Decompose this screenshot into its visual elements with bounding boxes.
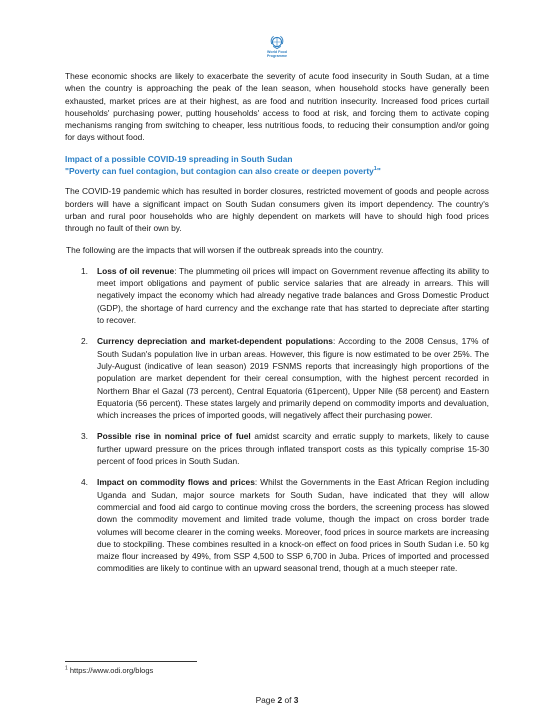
- section-subheading-end: ": [376, 166, 381, 177]
- footnote-link[interactable]: https://www.odi.org/blogs: [67, 666, 154, 675]
- list-item: [65, 476, 489, 574]
- page-current: 2: [277, 695, 283, 705]
- pandemic-paragraph: The COVID-19 pandemic which has resulted in border closures, restricted movement of goods and people across borders will have a significant impact on South Sudan consumers given its import dependency. The country's urban and rural poor households who are highly dependent on markets will have to should high food prices through no fault of their own by.: [65, 186, 489, 234]
- footnote-reference: 1: [373, 166, 377, 173]
- section-subheading-text: "Poverty can fuel contagion, but contagion can also create or deepen poverty: [65, 166, 374, 177]
- footnote: [65, 666, 153, 675]
- section-subheading: [65, 165, 489, 177]
- wfp-emblem-icon: [269, 34, 285, 50]
- list-item-title: Currency depreciation and market-dependent populations: [97, 336, 333, 347]
- impacts-list: [65, 265, 489, 575]
- impacts-intro: The following are the impacts that will worsen if the outbreak spreads into the country.: [66, 244, 384, 255]
- page-number: [0, 695, 554, 705]
- list-item-number: 1.: [81, 265, 88, 276]
- list-item: [65, 430, 489, 467]
- list-item-text: : According to the 2008 Census, 17% of South Sudan's population live in urban areas. However, this figure is now estimated to be over 25%. The July-August (indicative of lean season) 2019 FSNMS reports that increasingly high proportions of the population are market dependent for their cereal consumption, with the highest percent recorded in Northern Bhar el Gazal (73 percent), Central Equatoria (61percent), Upper Nile (58 percent) and Eastern Equatoria (56 percent). These states largely and primarily depend on commodity imports and devaluation, which increases the prices of imported goods, will negatively affect their purchasing power.: [97, 336, 489, 421]
- footnote-divider: [65, 661, 197, 662]
- list-item-number: 3.: [81, 431, 88, 442]
- document-body: [65, 70, 489, 584]
- list-item-title: Impact on commodity flows and prices: [97, 477, 255, 488]
- page-total: 3: [293, 695, 299, 705]
- list-item-title: Loss of oil revenue: [97, 265, 175, 276]
- list-item-text: : Whilst the Governments in the East African Region including Uganda and Sudan, major source markets for South Sudan, have indicated that they will allow commercial and food aid cargo to continue moving cross the borders, the screening process has slowed down the commodity movement and limited trade volume, though the impact on cross border trade volumes will become clearer in the coming weeks. Moreover, food prices in source markets are increasing due to stockpiling. These combines resulted in a knock-on effect on food prices in South Sudan i.e. 50 kg maize flour increased by 49%, from SSP 4,500 to SSP 6,700 in Juba. Prices of imported and processed commodities are likely to continue with an upward seasonal trend, though at a much steeper rate.: [97, 477, 489, 574]
- list-item: [65, 335, 489, 421]
- footnote-mark: 1: [65, 665, 68, 672]
- list-item-number: 2.: [81, 336, 88, 347]
- list-item-text: amidst scarcity and erratic supply to markets, likely to cause further upward pressure on the prices through inflated transport costs as this typically comprise 15-30 percent of food prices in South Sudan.: [97, 431, 490, 467]
- page-of: of: [282, 695, 294, 705]
- section-heading: Impact of a possible COVID-19 spreading in South Sudan: [65, 153, 293, 164]
- wfp-logo-line2: Programme: [267, 54, 287, 58]
- list-item-text: : The plummeting oil prices will impact on Government revenue affecting its ability to meet import obligations and payment of public service salaries that are already in arrears. This will negatively impact the economy which had already negative trade balances and Gross Domestic Product (GDP), the shortage of hard currency and the exchange rate that has started to depreciate after starting to recover.: [97, 265, 489, 326]
- page-label: Page: [255, 695, 278, 705]
- wfp-logo-line1: World Food: [267, 50, 287, 54]
- list-item-title: Possible rise in nominal price of fuel: [97, 431, 251, 442]
- list-item-number: 4.: [81, 477, 88, 488]
- intro-paragraph: These economic shocks are likely to exacerbate the severity of acute food insecurity in South Sudan, at a time when the country is approaching the peak of the lean season, when household stocks have generally been exhausted, market prices are at their highest, as are food and nutrition insecurity. Increased food prices curtail households' purchasing power, putting households' access to food at risk, and forcing them to activate coping mechanisms ranging from switching to cheaper, less nutritious foods, to reducing their consumption and/or going for days without food.: [65, 71, 489, 143]
- list-item: [65, 265, 489, 326]
- wfp-logo: [262, 34, 292, 58]
